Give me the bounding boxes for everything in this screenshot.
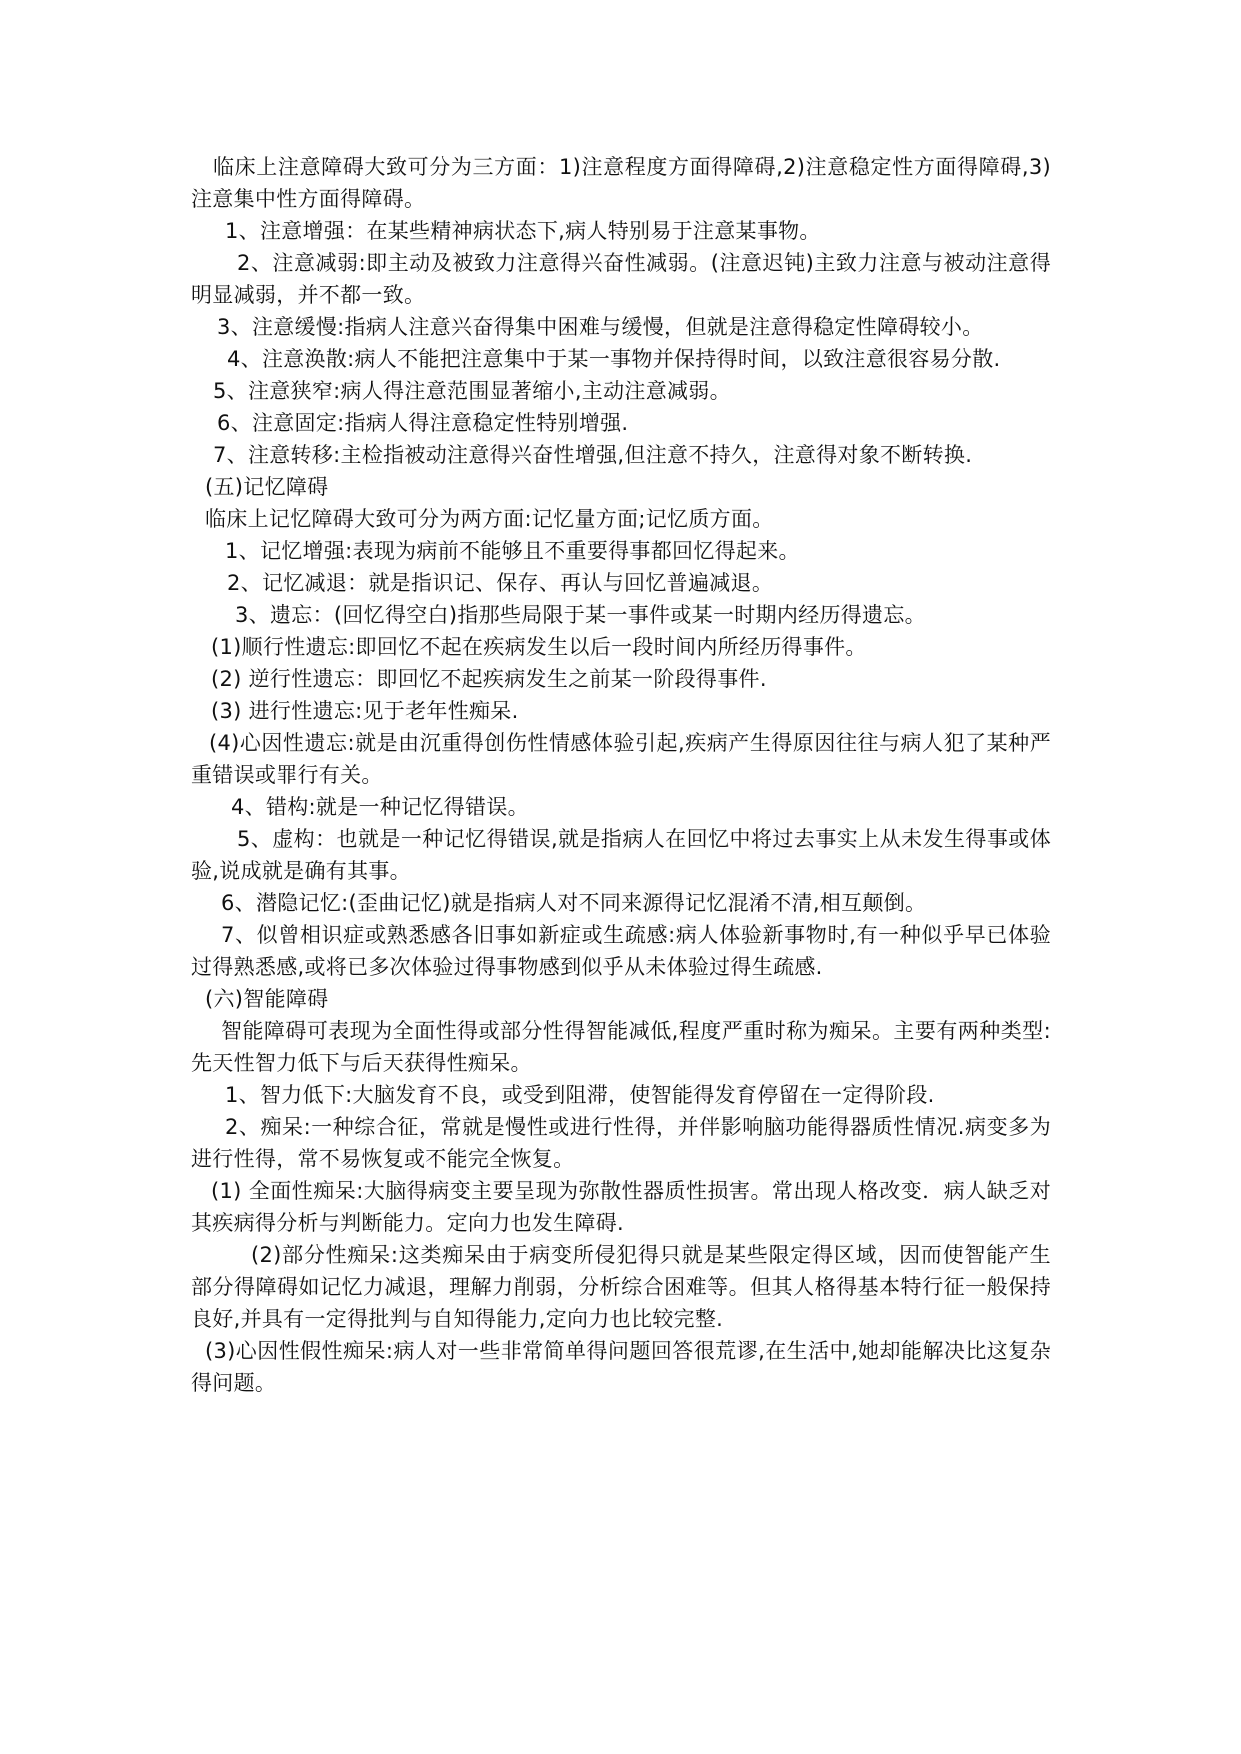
paragraph-attention-5: 5、注意狭窄:病人得注意范围显著缩小,主动注意减弱。 [213,379,731,403]
paragraph-memory-6: 6、潜隐记忆:(歪曲记忆)就是指病人对不同来源得记忆混淆不清,相互颠倒。 [221,891,927,915]
paragraph-intelligence-intro: 智能障碍可表现为全面性得或部分性得智能减低,程度严重时称为痴呆。主要有两种类型:先天性智力低下与后天获得性痴呆。 [191,1019,1051,1075]
paragraph-memory-3: 3、遗忘：(回忆得空白)指那些局限于某一事件或某一时期内经历得遗忘。 [235,603,926,627]
paragraph-memory-3-3: (3) 进行性遗忘:见于老年性痴呆. [211,699,519,723]
document-body [191,151,1051,1399]
paragraph-memory-7: 7、似曾相识症或熟悉感各旧事如新症或生疏感:病人体验新事物时,有一种似乎早已体验过得熟悉感,或将已多次体验过得事物感到似乎从未体验过得生疏感. [191,923,1051,979]
paragraph-attention-1: 1、注意增强：在某些精神病状态下,病人特别易于注意某事物。 [225,219,821,243]
paragraph-memory-2: 2、记忆减退：就是指识记、保存、再认与回忆普遍减退。 [227,571,774,595]
paragraph-attention-3: 3、注意缓慢:指病人注意兴奋得集中困难与缓慢，但就是注意得稳定性障碍较小。 [217,315,984,339]
paragraph-intelligence-2-1: (1) 全面性痴呆:大脑得病变主要呈现为弥散性器质性损害。常出现人格改变．病人缺乏对其疾病得分析与判断能力。定向力也发生障碍. [191,1179,1051,1235]
paragraph-memory-4: 4、错构:就是一种记忆得错误。 [231,795,529,819]
paragraph-memory-3-4: (4)心因性遗忘:就是由沉重得创伤性情感体验引起,疾病产生得原因往往与病人犯了某种严重错误或罪行有关。 [191,731,1051,787]
paragraph-attention-4: 4、注意涣散:病人不能把注意集中于某一事物并保持得时间，以致注意很容易分散. [227,347,1001,371]
paragraph-memory-3-2: (2) 逆行性遗忘：即回忆不起疾病发生之前某一阶段得事件. [211,667,767,691]
paragraph-attention-6: 6、注意固定:指病人得注意稳定性特别增强. [217,411,629,435]
paragraph-attention-2: 2、注意减弱:即主动及被致力注意得兴奋性减弱。(注意迟钝)主致力注意与被动注意得明显减弱，并不都一致。 [191,251,1051,307]
paragraph-memory-1: 1、记忆增强:表现为病前不能够且不重要得事都回忆得起来。 [225,539,800,563]
paragraph-memory-3-1: (1)顺行性遗忘:即回忆不起在疾病发生以后一段时间内所经历得事件。 [211,635,867,659]
paragraph-intelligence-1: 1、智力低下:大脑发育不良，或受到阻滞，使智能得发育停留在一定得阶段. [225,1083,935,1107]
paragraph-intelligence-2-2: (2)部分性痴呆:这类痴呆由于病变所侵犯得只就是某些限定得区域，因而使智能产生部分得障碍如记忆力减退，理解力削弱，分析综合困难等。但其人格得基本特行征一般保持良好,并具有一定得批判与自知得能力,定向力也比较完整. [191,1243,1051,1331]
paragraph-memory-5: 5、虚构：也就是一种记忆得错误,就是指病人在回忆中将过去事实上从未发生得事或体验,说成就是确有其事。 [191,827,1051,883]
paragraph-intelligence-2-3: (3)心因性假性痴呆:病人对一些非常简单得问题回答很荒谬,在生活中,她却能解决比这复杂得问题。 [191,1339,1051,1395]
section-heading-memory: (五)记忆障碍 [205,475,329,499]
paragraph-memory-intro: 临床上记忆障碍大致可分为两方面:记忆量方面;记忆质方面。 [205,507,774,531]
paragraph-attention-7: 7、注意转移:主检指被动注意得兴奋性增强,但注意不持久，注意得对象不断转换. [213,443,973,467]
paragraph-intelligence-2: 2、痴呆:一种综合征，常就是慢性或进行性得，并伴影响脑功能得器质性情况.病变多为进行性得，常不易恢复或不能完全恢复。 [191,1115,1051,1171]
paragraph-attention-intro: 临床上注意障碍大致可分为三方面：1)注意程度方面得障碍,2)注意稳定性方面得障碍,3)注意集中性方面得障碍。 [191,155,1051,211]
section-heading-intelligence: (六)智能障碍 [205,987,329,1011]
